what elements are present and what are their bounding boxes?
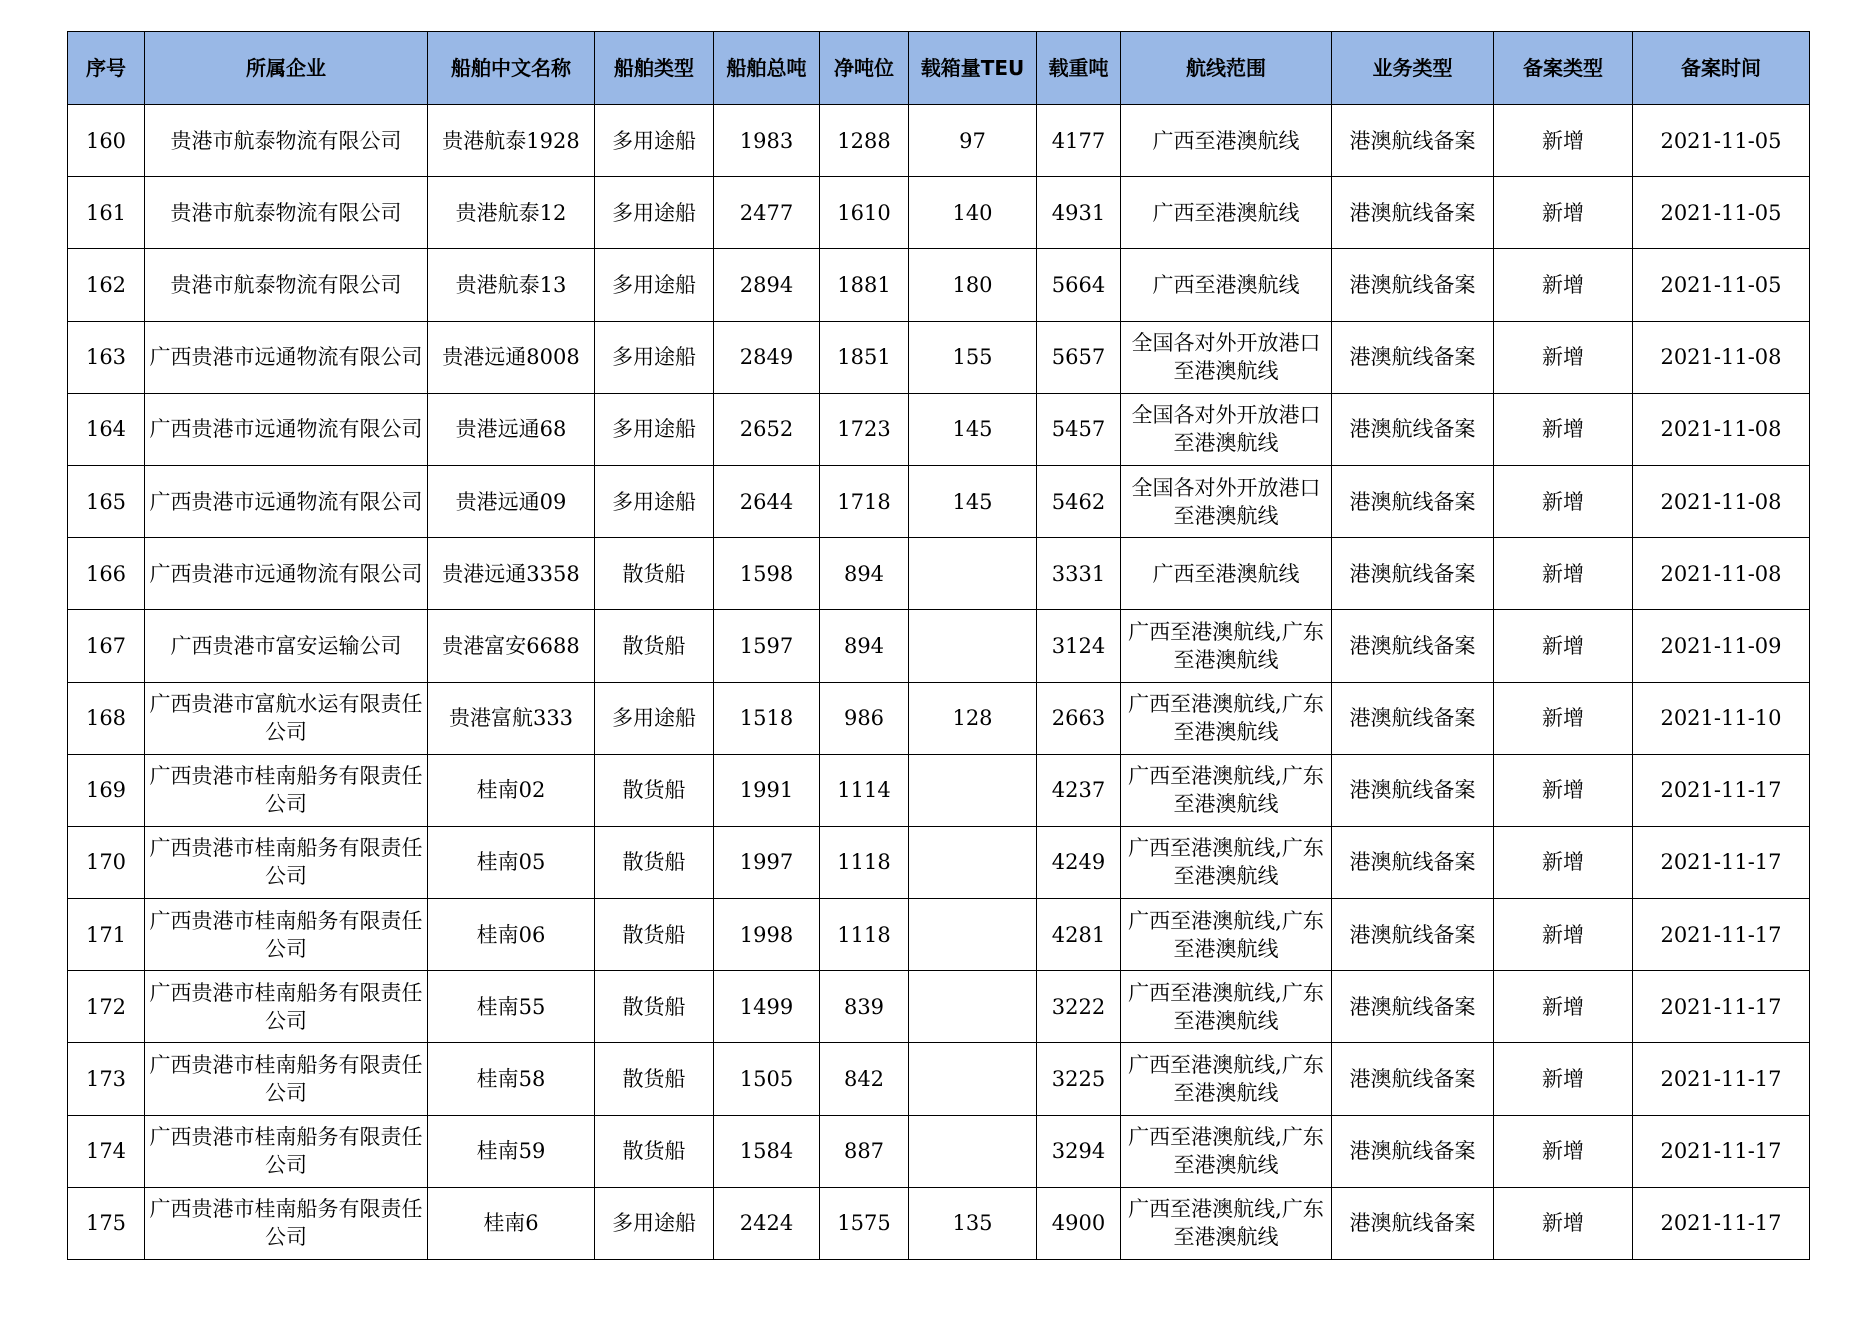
cell-deadweight: 5457	[1037, 393, 1121, 465]
cell-filing-date: 2021-11-17	[1633, 971, 1810, 1043]
cell-business-type: 港澳航线备案	[1332, 1043, 1494, 1115]
cell-vessel-type: 散货船	[595, 1043, 714, 1115]
cell-filing-type: 新增	[1494, 465, 1633, 537]
cell-net-tonnage: 842	[820, 1043, 909, 1115]
cell-filing-date: 2021-11-08	[1633, 538, 1810, 610]
cell-vessel-type: 散货船	[595, 538, 714, 610]
cell-teu: 145	[909, 465, 1037, 537]
cell-net-tonnage: 839	[820, 971, 909, 1043]
table-row	[68, 971, 1810, 1043]
cell-index: 163	[68, 321, 145, 393]
cell-teu	[909, 1043, 1037, 1115]
cell-route: 广西至港澳航线	[1121, 249, 1332, 321]
table-row	[68, 899, 1810, 971]
cell-net-tonnage: 1718	[820, 465, 909, 537]
cell-net-tonnage: 1118	[820, 826, 909, 898]
table-row	[68, 1043, 1810, 1115]
cell-business-type: 港澳航线备案	[1332, 177, 1494, 249]
cell-index: 169	[68, 754, 145, 826]
header-col-business-type: 业务类型	[1332, 32, 1494, 105]
cell-teu	[909, 826, 1037, 898]
cell-filing-date: 2021-11-17	[1633, 1043, 1810, 1115]
cell-net-tonnage: 986	[820, 682, 909, 754]
cell-vessel-type: 散货船	[595, 826, 714, 898]
table-row	[68, 105, 1810, 177]
cell-business-type: 港澳航线备案	[1332, 899, 1494, 971]
table-row	[68, 1115, 1810, 1187]
cell-net-tonnage: 1288	[820, 105, 909, 177]
cell-teu	[909, 610, 1037, 682]
cell-filing-type: 新增	[1494, 754, 1633, 826]
cell-gross-tonnage: 2477	[714, 177, 820, 249]
cell-index: 168	[68, 682, 145, 754]
cell-business-type: 港澳航线备案	[1332, 465, 1494, 537]
cell-index: 174	[68, 1115, 145, 1187]
cell-vessel-type: 散货船	[595, 899, 714, 971]
cell-index: 173	[68, 1043, 145, 1115]
cell-vessel-name: 桂南55	[428, 971, 595, 1043]
cell-gross-tonnage: 1983	[714, 105, 820, 177]
cell-net-tonnage: 1851	[820, 321, 909, 393]
cell-deadweight: 5462	[1037, 465, 1121, 537]
cell-deadweight: 5657	[1037, 321, 1121, 393]
cell-index: 166	[68, 538, 145, 610]
cell-index: 171	[68, 899, 145, 971]
cell-company: 广西贵港市桂南船务有限责任公司	[145, 1187, 428, 1259]
cell-route: 广西至港澳航线	[1121, 177, 1332, 249]
cell-company: 广西贵港市富安运输公司	[145, 610, 428, 682]
table-row	[68, 465, 1810, 537]
vessel-filing-table	[67, 31, 1810, 1260]
cell-filing-type: 新增	[1494, 1043, 1633, 1115]
cell-index: 165	[68, 465, 145, 537]
cell-business-type: 港澳航线备案	[1332, 754, 1494, 826]
table-row	[68, 682, 1810, 754]
header-col-company: 所属企业	[145, 32, 428, 105]
header-row	[68, 32, 1810, 105]
cell-filing-type: 新增	[1494, 177, 1633, 249]
cell-gross-tonnage: 1505	[714, 1043, 820, 1115]
table-row	[68, 610, 1810, 682]
cell-net-tonnage: 1118	[820, 899, 909, 971]
cell-teu: 135	[909, 1187, 1037, 1259]
cell-company: 广西贵港市桂南船务有限责任公司	[145, 899, 428, 971]
cell-gross-tonnage: 1584	[714, 1115, 820, 1187]
cell-net-tonnage: 1610	[820, 177, 909, 249]
cell-deadweight: 3331	[1037, 538, 1121, 610]
cell-company: 广西贵港市桂南船务有限责任公司	[145, 754, 428, 826]
cell-company: 广西贵港市远通物流有限公司	[145, 393, 428, 465]
cell-gross-tonnage: 2849	[714, 321, 820, 393]
cell-company: 广西贵港市桂南船务有限责任公司	[145, 1115, 428, 1187]
cell-filing-date: 2021-11-17	[1633, 899, 1810, 971]
cell-deadweight: 5664	[1037, 249, 1121, 321]
cell-company: 贵港市航泰物流有限公司	[145, 105, 428, 177]
cell-route: 全国各对外开放港口至港澳航线	[1121, 321, 1332, 393]
cell-vessel-name: 贵港远通09	[428, 465, 595, 537]
cell-route: 广西至港澳航线	[1121, 105, 1332, 177]
cell-filing-date: 2021-11-05	[1633, 249, 1810, 321]
cell-index: 170	[68, 826, 145, 898]
cell-deadweight: 4237	[1037, 754, 1121, 826]
cell-vessel-type: 散货船	[595, 1115, 714, 1187]
cell-teu: 145	[909, 393, 1037, 465]
cell-filing-date: 2021-11-08	[1633, 321, 1810, 393]
cell-index: 175	[68, 1187, 145, 1259]
cell-index: 167	[68, 610, 145, 682]
cell-deadweight: 4177	[1037, 105, 1121, 177]
cell-company: 广西贵港市远通物流有限公司	[145, 465, 428, 537]
cell-gross-tonnage: 1991	[714, 754, 820, 826]
cell-deadweight: 3225	[1037, 1043, 1121, 1115]
header-col-filing-date: 备案时间	[1633, 32, 1810, 105]
cell-vessel-name: 贵港航泰12	[428, 177, 595, 249]
cell-net-tonnage: 1114	[820, 754, 909, 826]
cell-vessel-type: 多用途船	[595, 465, 714, 537]
cell-deadweight: 3222	[1037, 971, 1121, 1043]
cell-net-tonnage: 894	[820, 610, 909, 682]
header-col-teu: 载箱量TEU	[909, 32, 1037, 105]
cell-route: 广西至港澳航线,广东至港澳航线	[1121, 971, 1332, 1043]
table-row	[68, 1187, 1810, 1259]
cell-business-type: 港澳航线备案	[1332, 393, 1494, 465]
cell-business-type: 港澳航线备案	[1332, 321, 1494, 393]
cell-vessel-type: 多用途船	[595, 1187, 714, 1259]
cell-vessel-name: 贵港航泰1928	[428, 105, 595, 177]
cell-deadweight: 3294	[1037, 1115, 1121, 1187]
cell-teu: 180	[909, 249, 1037, 321]
cell-route: 全国各对外开放港口至港澳航线	[1121, 465, 1332, 537]
cell-deadweight: 4249	[1037, 826, 1121, 898]
cell-teu: 155	[909, 321, 1037, 393]
cell-teu	[909, 538, 1037, 610]
cell-vessel-type: 散货船	[595, 754, 714, 826]
cell-filing-type: 新增	[1494, 105, 1633, 177]
cell-route: 广西至港澳航线,广东至港澳航线	[1121, 899, 1332, 971]
cell-filing-type: 新增	[1494, 899, 1633, 971]
cell-vessel-name: 桂南59	[428, 1115, 595, 1187]
cell-route: 广西至港澳航线,广东至港澳航线	[1121, 1043, 1332, 1115]
cell-filing-type: 新增	[1494, 538, 1633, 610]
cell-vessel-name: 贵港远通68	[428, 393, 595, 465]
cell-index: 172	[68, 971, 145, 1043]
cell-vessel-name: 贵港富航333	[428, 682, 595, 754]
header-col-gross-tonnage: 船舶总吨	[714, 32, 820, 105]
cell-gross-tonnage: 1499	[714, 971, 820, 1043]
cell-net-tonnage: 1723	[820, 393, 909, 465]
cell-teu	[909, 1115, 1037, 1187]
cell-gross-tonnage: 2894	[714, 249, 820, 321]
table-header	[68, 32, 1810, 105]
cell-filing-date: 2021-11-08	[1633, 393, 1810, 465]
cell-business-type: 港澳航线备案	[1332, 538, 1494, 610]
cell-teu	[909, 754, 1037, 826]
cell-business-type: 港澳航线备案	[1332, 1187, 1494, 1259]
cell-vessel-type: 多用途船	[595, 682, 714, 754]
cell-filing-type: 新增	[1494, 1115, 1633, 1187]
cell-gross-tonnage: 1597	[714, 610, 820, 682]
cell-gross-tonnage: 1598	[714, 538, 820, 610]
table-row	[68, 177, 1810, 249]
cell-vessel-name: 桂南06	[428, 899, 595, 971]
header-col-deadweight: 载重吨	[1037, 32, 1121, 105]
cell-vessel-name: 贵港远通8008	[428, 321, 595, 393]
cell-route: 广西至港澳航线,广东至港澳航线	[1121, 1187, 1332, 1259]
cell-index: 161	[68, 177, 145, 249]
cell-company: 广西贵港市桂南船务有限责任公司	[145, 826, 428, 898]
vessel-filing-table-container	[67, 31, 1809, 1260]
cell-deadweight: 3124	[1037, 610, 1121, 682]
cell-vessel-name: 桂南02	[428, 754, 595, 826]
cell-deadweight: 4281	[1037, 899, 1121, 971]
header-col-route: 航线范围	[1121, 32, 1332, 105]
cell-vessel-type: 多用途船	[595, 105, 714, 177]
cell-filing-date: 2021-11-17	[1633, 826, 1810, 898]
cell-filing-date: 2021-11-08	[1633, 465, 1810, 537]
table-row	[68, 393, 1810, 465]
cell-filing-type: 新增	[1494, 971, 1633, 1043]
table-row	[68, 538, 1810, 610]
cell-filing-date: 2021-11-10	[1633, 682, 1810, 754]
cell-index: 160	[68, 105, 145, 177]
cell-vessel-name: 桂南6	[428, 1187, 595, 1259]
table-row	[68, 249, 1810, 321]
cell-vessel-name: 贵港富安6688	[428, 610, 595, 682]
cell-business-type: 港澳航线备案	[1332, 682, 1494, 754]
header-col-net-tonnage: 净吨位	[820, 32, 909, 105]
cell-filing-date: 2021-11-05	[1633, 177, 1810, 249]
table-row	[68, 826, 1810, 898]
cell-filing-type: 新增	[1494, 1187, 1633, 1259]
cell-route: 全国各对外开放港口至港澳航线	[1121, 393, 1332, 465]
cell-gross-tonnage: 1997	[714, 826, 820, 898]
cell-teu	[909, 971, 1037, 1043]
cell-business-type: 港澳航线备案	[1332, 610, 1494, 682]
cell-teu: 97	[909, 105, 1037, 177]
cell-route: 广西至港澳航线,广东至港澳航线	[1121, 754, 1332, 826]
cell-vessel-type: 多用途船	[595, 249, 714, 321]
cell-filing-type: 新增	[1494, 610, 1633, 682]
cell-business-type: 港澳航线备案	[1332, 1115, 1494, 1187]
cell-vessel-type: 多用途船	[595, 177, 714, 249]
cell-teu: 128	[909, 682, 1037, 754]
cell-filing-type: 新增	[1494, 826, 1633, 898]
cell-business-type: 港澳航线备案	[1332, 105, 1494, 177]
cell-index: 162	[68, 249, 145, 321]
cell-net-tonnage: 1575	[820, 1187, 909, 1259]
cell-gross-tonnage: 2424	[714, 1187, 820, 1259]
header-col-vessel-name: 船舶中文名称	[428, 32, 595, 105]
cell-company: 广西贵港市桂南船务有限责任公司	[145, 1043, 428, 1115]
cell-company: 广西贵港市远通物流有限公司	[145, 321, 428, 393]
cell-filing-date: 2021-11-17	[1633, 1115, 1810, 1187]
cell-company: 广西贵港市远通物流有限公司	[145, 538, 428, 610]
cell-vessel-type: 多用途船	[595, 321, 714, 393]
cell-gross-tonnage: 2652	[714, 393, 820, 465]
cell-vessel-type: 散货船	[595, 610, 714, 682]
cell-route: 广西至港澳航线,广东至港澳航线	[1121, 826, 1332, 898]
header-col-filing-type: 备案类型	[1494, 32, 1633, 105]
cell-business-type: 港澳航线备案	[1332, 826, 1494, 898]
cell-filing-type: 新增	[1494, 682, 1633, 754]
cell-deadweight: 2663	[1037, 682, 1121, 754]
table-body	[68, 105, 1810, 1260]
cell-company: 贵港市航泰物流有限公司	[145, 249, 428, 321]
cell-teu: 140	[909, 177, 1037, 249]
cell-vessel-name: 桂南58	[428, 1043, 595, 1115]
cell-route: 广西至港澳航线	[1121, 538, 1332, 610]
cell-filing-date: 2021-11-09	[1633, 610, 1810, 682]
cell-index: 164	[68, 393, 145, 465]
table-row	[68, 321, 1810, 393]
cell-vessel-type: 多用途船	[595, 393, 714, 465]
cell-filing-date: 2021-11-17	[1633, 1187, 1810, 1259]
cell-deadweight: 4931	[1037, 177, 1121, 249]
cell-filing-date: 2021-11-05	[1633, 105, 1810, 177]
cell-gross-tonnage: 1998	[714, 899, 820, 971]
cell-business-type: 港澳航线备案	[1332, 971, 1494, 1043]
cell-vessel-name: 贵港远通3358	[428, 538, 595, 610]
cell-deadweight: 4900	[1037, 1187, 1121, 1259]
cell-net-tonnage: 887	[820, 1115, 909, 1187]
cell-vessel-name: 贵港航泰13	[428, 249, 595, 321]
cell-route: 广西至港澳航线,广东至港澳航线	[1121, 610, 1332, 682]
cell-filing-date: 2021-11-17	[1633, 754, 1810, 826]
header-col-index: 序号	[68, 32, 145, 105]
cell-business-type: 港澳航线备案	[1332, 249, 1494, 321]
cell-gross-tonnage: 2644	[714, 465, 820, 537]
cell-filing-type: 新增	[1494, 393, 1633, 465]
table-row	[68, 754, 1810, 826]
cell-net-tonnage: 1881	[820, 249, 909, 321]
cell-route: 广西至港澳航线,广东至港澳航线	[1121, 682, 1332, 754]
cell-vessel-type: 散货船	[595, 971, 714, 1043]
cell-company: 贵港市航泰物流有限公司	[145, 177, 428, 249]
cell-company: 广西贵港市桂南船务有限责任公司	[145, 971, 428, 1043]
cell-net-tonnage: 894	[820, 538, 909, 610]
cell-filing-type: 新增	[1494, 249, 1633, 321]
cell-teu	[909, 899, 1037, 971]
cell-company: 广西贵港市富航水运有限责任公司	[145, 682, 428, 754]
cell-gross-tonnage: 1518	[714, 682, 820, 754]
cell-route: 广西至港澳航线,广东至港澳航线	[1121, 1115, 1332, 1187]
header-col-vessel-type: 船舶类型	[595, 32, 714, 105]
cell-vessel-name: 桂南05	[428, 826, 595, 898]
cell-filing-type: 新增	[1494, 321, 1633, 393]
